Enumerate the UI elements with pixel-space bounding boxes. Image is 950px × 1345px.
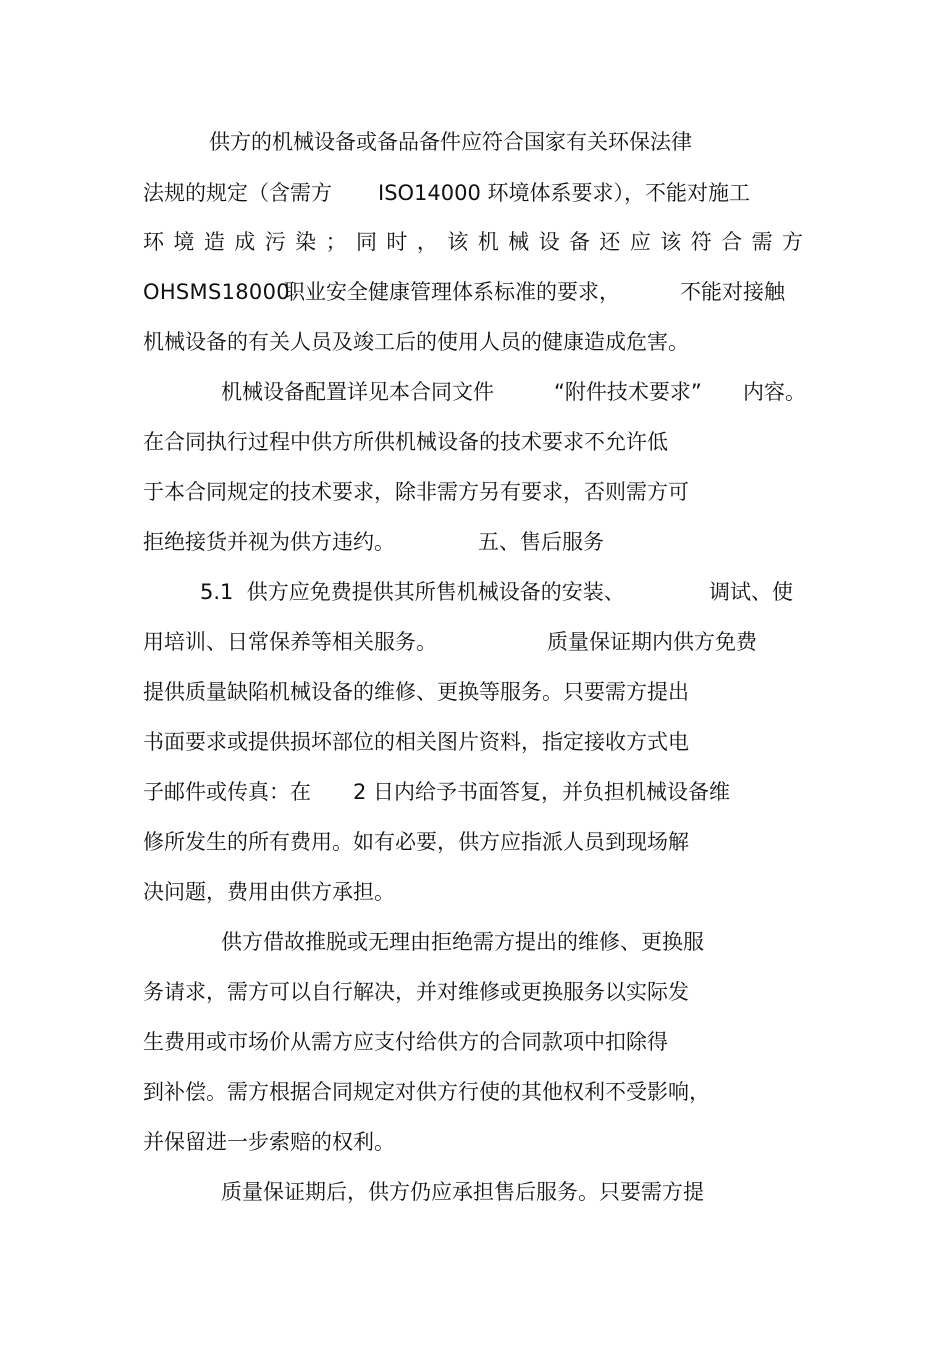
- text-line: [0, 977, 689, 1007]
- text-line: [0, 377, 806, 407]
- text-line: [0, 327, 689, 357]
- text-segment: 供方借故推脱或无理由拒绝需方提出的维修、更换服: [221, 930, 704, 954]
- text-segment: 拒绝接货并视为供方违约。: [143, 530, 395, 554]
- text-segment: 质量保证期后，供方仍应承担售后服务。只要需方提: [221, 1180, 704, 1204]
- text-line: [0, 227, 803, 257]
- text-segment: 提供质量缺陷机械设备的维修、更换等服务。只要需方提出: [143, 680, 689, 704]
- text-segment: OHSMS18000: [143, 280, 290, 304]
- text-segment: 质量保证期内供方免费: [547, 630, 757, 654]
- text-line: [0, 1027, 668, 1057]
- text-line: [0, 527, 604, 557]
- text-segment: 在合同执行过程中供方所供机械设备的技术要求不允许低: [143, 430, 668, 454]
- text-segment: 并保留进一步索赔的权利。: [143, 1130, 395, 1154]
- text-line: [0, 677, 689, 707]
- text-segment: “附件技术要求”: [554, 380, 702, 404]
- text-line: [0, 1077, 710, 1107]
- text-segment: 法规的规定（含需方: [143, 181, 332, 205]
- text-segment: 子邮件或传真：在: [143, 780, 311, 804]
- text-segment: 生费用或市场价从需方应支付给供方的合同款项中扣除得: [143, 1030, 668, 1054]
- text-segment: 到补偿。需方根据合同规定对供方行使的其他权利不受影响，: [143, 1080, 710, 1104]
- text-segment: 于本合同规定的技术要求，除非需方另有要求，否则需方可: [143, 480, 689, 504]
- text-line: [0, 827, 689, 857]
- text-segment: 机械设备的有关人员及竣工后的使用人员的健康造成危害。: [143, 330, 689, 354]
- text-line: [0, 877, 395, 907]
- text-segment: 环境造成污染；同时，该机械设备还应该符合需方: [143, 230, 803, 254]
- text-segment: 不能对接触: [680, 280, 785, 304]
- text-line: [0, 178, 751, 208]
- text-line: [0, 627, 757, 657]
- text-line: [0, 777, 731, 807]
- text-line: [0, 427, 668, 457]
- text-line: [0, 277, 785, 307]
- text-line: [0, 727, 689, 757]
- text-line: [0, 577, 793, 607]
- text-segment: 内容。: [743, 380, 806, 404]
- text-segment: 务请求，需方可以自行解决，并对维修或更换服务以实际发: [143, 980, 689, 1004]
- text-segment: 决问题，费用由供方承担。: [143, 880, 395, 904]
- text-segment: 2 日内给予书面答复，并负担机械设备维: [353, 780, 731, 804]
- text-segment: 供方的机械设备或备品备件应符合国家有关环保法律: [209, 130, 692, 154]
- text-line: [0, 1127, 395, 1157]
- text-segment: 调试、使: [709, 580, 793, 604]
- text-segment: 修所发生的所有费用。如有必要，供方应指派人员到现场解: [143, 830, 689, 854]
- text-segment: 书面要求或提供损坏部位的相关图片资料，指定接收方式电: [143, 730, 689, 754]
- text-line: [0, 127, 692, 157]
- text-segment: 机械设备配置详见本合同文件: [221, 380, 494, 404]
- text-segment: ISO14000 环境体系要求），不能对施工: [378, 181, 751, 205]
- text-segment: 5.1 供方应免费提供其所售机械设备的安装、: [200, 580, 625, 604]
- section-heading: 五、售后服务: [478, 530, 604, 554]
- text-line: [0, 1177, 704, 1207]
- text-line: [0, 477, 689, 507]
- text-segment: 职业安全健康管理体系标准的要求，: [284, 280, 620, 304]
- text-line: [0, 927, 704, 957]
- text-segment: 用培训、日常保养等相关服务。: [143, 630, 437, 654]
